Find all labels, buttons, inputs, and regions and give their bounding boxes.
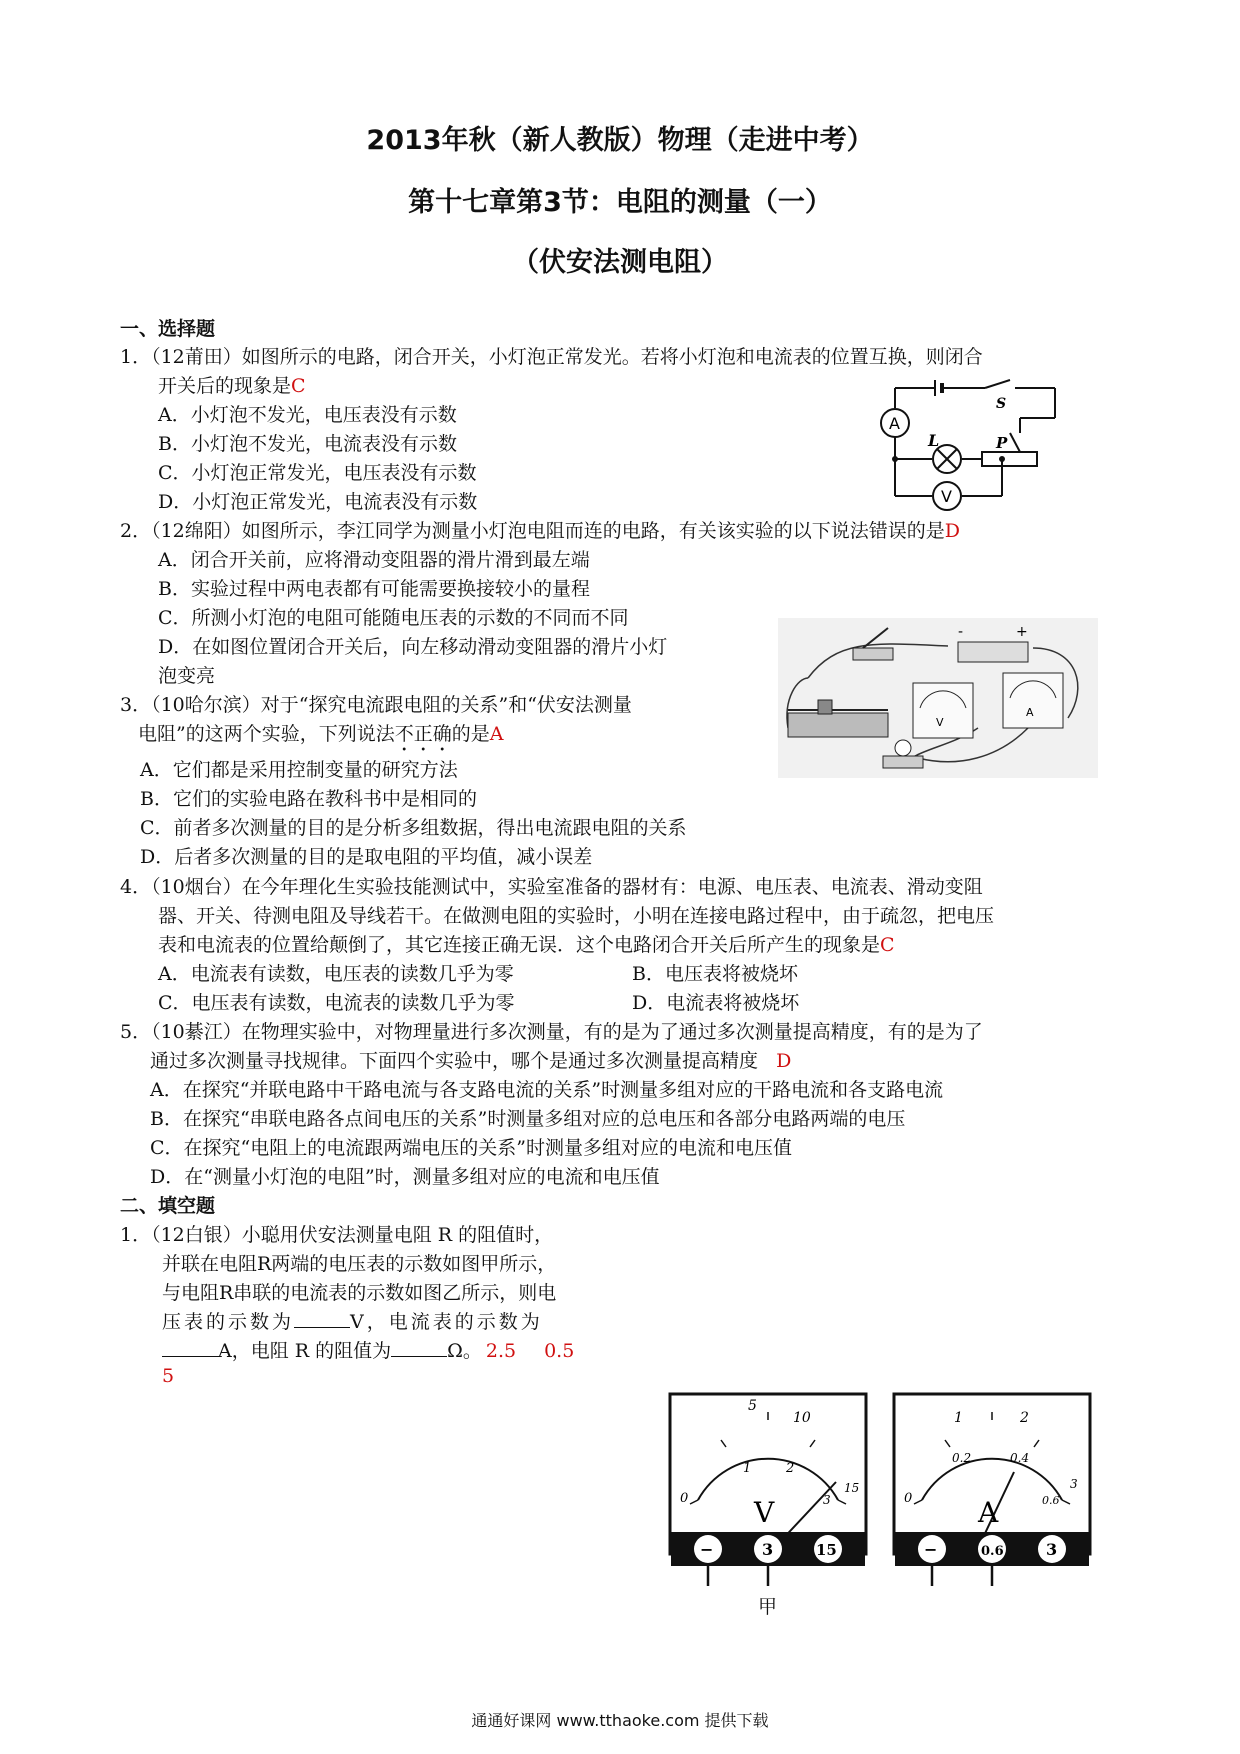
q4-option-d: D．电流表将被烧坏 (632, 992, 800, 1014)
a-terminal-3: 3 (1046, 1540, 1058, 1559)
blank-current (162, 1340, 218, 1357)
voltmeter-figure (668, 1392, 868, 1588)
q5-stem: 5．（10綦江）在物理实验中，对物理量进行多次测量，有的是为了通过多次测量提高精度，有的是为了 (120, 1021, 983, 1043)
v-tick-upper-2: 10 (793, 1410, 811, 1426)
q1-option-c: C．小灯泡正常发光，电压表没有示数 (158, 462, 477, 484)
a-symbol: A (978, 1496, 999, 1529)
v-tick-upper-1: 5 (748, 1398, 757, 1414)
a-tick-upper-1: 1 (954, 1410, 963, 1426)
answer-voltage: 2.5 (485, 1340, 517, 1362)
q2-option-a: A．闭合开关前，应将滑动变阻器的滑片滑到最左端 (158, 549, 590, 571)
a-terminal-minus: − (924, 1540, 938, 1559)
q3-stem: 3．（10哈尔滨）对于“探究电流跟电阻的关系”和“伏安法测量 (120, 694, 632, 716)
v-tick-lower-1: 1 (743, 1461, 752, 1476)
a-zero: 0 (904, 1491, 913, 1506)
fill-q1-line2: 并联在电阻R两端的电压表的示数如图甲所示， (162, 1253, 557, 1275)
fill-q1-line6 (162, 1365, 174, 1387)
chapter-title: 第十七章第3节：电阻的测量（一） (408, 187, 832, 218)
subtitle: （伏安法测电阻） (512, 247, 728, 278)
volt-meter-label: V (936, 716, 944, 729)
v-terminal-minus: − (700, 1540, 714, 1559)
q2-option-c: C．所测小灯泡的电阻可能随电压表的示数的不同而不同 (158, 607, 629, 629)
q1-option-d: D．小灯泡正常发光，电流表没有示数 (158, 491, 478, 513)
fill-q1-line3: 与电阻R串联的电流表的示数如图乙所示，则电 (162, 1282, 557, 1304)
q2-option-d: D．在如图位置闭合开关后，向左移动滑动变阻器的滑片小灯 (158, 636, 668, 658)
q2-option-d-cont: 泡变亮 (158, 665, 216, 687)
fill-q1-stem: 1．（12白银）小聪用伏安法测量电阻 R 的阻值时， (120, 1224, 554, 1246)
q4-stem-cont1: 器、开关、待测电阻及导线若干。在做测电阻的实验时，小明在连接电路过程中，由于疏忽，把电压 (158, 905, 995, 927)
v-end-15: 15 (844, 1481, 860, 1495)
v-end-3: 3 (823, 1493, 831, 1507)
q1-option-a: A．小灯泡不发光，电压表没有示数 (158, 404, 457, 426)
q1-circuit-diagram (870, 378, 1060, 528)
lamp-label: L (928, 431, 940, 450)
battery-plus-label: + (1016, 624, 1028, 640)
footer-text: 通通好课网 www.tthaoke.com 提供下载 (471, 1711, 769, 1730)
q4-option-a: A．电流表有读数，电压表的读数几乎为零 (158, 963, 514, 985)
q5-option-d: D．在“测量小灯泡的电阻”时，测量多组对应的电流和电压值 (150, 1166, 660, 1188)
q3-answer: A (489, 723, 504, 745)
amp-meter-label: A (1026, 706, 1034, 719)
q5-option-a: A．在探究“并联电路中干路电流与各支路电流的关系”时测量多组对应的干路电流和各支路电流 (150, 1079, 944, 1101)
q2-circuit-photo (778, 618, 1098, 778)
a-terminal-06: 0.6 (981, 1544, 1004, 1559)
v-terminal-15: 15 (816, 1541, 837, 1559)
answer-current: 0.5 (544, 1340, 575, 1362)
blank-voltage (294, 1311, 350, 1328)
q5-answer: D (776, 1050, 792, 1072)
switch-label: S (996, 396, 1007, 412)
a-tick-lower-2: 0.4 (1010, 1451, 1030, 1465)
section-heading-choice: 一、选择题 (120, 318, 216, 340)
a-end-06: 0.6 (1042, 1494, 1060, 1507)
q3-option-b: B．它们的实验电路在教科书中是相同的 (140, 788, 477, 810)
a-tick-lower-1: 0.2 (952, 1451, 972, 1465)
q4-stem-cont2: 表和电流表的位置给颠倒了，其它连接正确无误．这个电路闭合开关后所产生的现象是C (158, 934, 895, 956)
q3-option-d: D．后者多次测量的目的是取电阻的平均值，减小误差 (140, 846, 593, 868)
fill-q1-line4: 压表的示数为 V，电流表的示数为 (162, 1311, 543, 1333)
q4-stem: 4．（10烟台）在今年理化生实验技能测试中，实验室准备的器材有：电源、电压表、电流表、滑动变阻 (120, 876, 983, 898)
v-tick-lower-2: 2 (786, 1461, 795, 1476)
q1-option-b: B．小灯泡不发光，电流表没有示数 (158, 433, 457, 455)
q1-stem: 1．（12莆田）如图所示的电路，闭合开关，小灯泡正常发光。若将小灯泡和电流表的位置互换，则闭合 (120, 346, 983, 368)
page-title: 2013年秋（新人教版）物理（走进中考） (366, 125, 874, 156)
q1-answer: C (291, 375, 306, 397)
blank-resistance (391, 1340, 447, 1357)
voltmeter-label: V (941, 487, 952, 506)
q4-option-b: B．电压表将被烧坏 (632, 963, 798, 985)
q5-option-b: B．在探究“串联电路各点间电压的关系”时测量多组对应的总电压和各部分电路两端的电压 (150, 1108, 906, 1130)
fill-q1-line5: A，电阻 R 的阻值为 Ω。 2.5 0.5 (162, 1336, 574, 1363)
q1-stem-cont: 开关后的现象是C (158, 375, 306, 397)
q5-option-c: C．在探究“电阻上的电流跟两端电压的关系”时测量多组对应的电流和电压值 (150, 1137, 792, 1159)
q4-answer: C (880, 934, 895, 956)
q3-option-a: A．它们都是采用控制变量的研究方法 (140, 759, 458, 781)
battery-minus-label: - (958, 624, 964, 640)
v-zero: 0 (680, 1491, 689, 1506)
q2-option-b: B．实验过程中两电表都有可能需要换接较小的量程 (158, 578, 590, 600)
answer-resistance: 5 (162, 1365, 175, 1387)
figure-caption-jia: 甲 (758, 1596, 778, 1618)
q2-stem: 2．（12绵阳）如图所示，李江同学为测量小灯泡电阻而连的电路，有关该实验的以下说法错误的是D (120, 520, 961, 542)
q4-option-c: C．电压表有读数，电流表的读数几乎为零 (158, 992, 515, 1014)
q3-option-c: C．前者多次测量的目的是分析多组数据，得出电流跟电阻的关系 (140, 817, 687, 839)
ammeter-label: A (889, 414, 900, 433)
q2-answer: D (944, 520, 961, 542)
q3-stem-cont: 电阻”的这两个实验，下列说法不正确的是A (138, 723, 504, 745)
a-tick-upper-2: 2 (1020, 1410, 1029, 1426)
v-symbol: V (754, 1496, 775, 1529)
q5-stem-cont: 通过多次测量寻找规律。下面四个实验中，哪个是通过多次测量提高精度 D (150, 1050, 792, 1072)
section-heading-fill: 二、填空题 (120, 1195, 216, 1217)
ammeter-figure (892, 1392, 1092, 1588)
slider-label: P (996, 434, 1008, 452)
v-terminal-3: 3 (762, 1540, 774, 1559)
a-end-3: 3 (1070, 1477, 1078, 1491)
